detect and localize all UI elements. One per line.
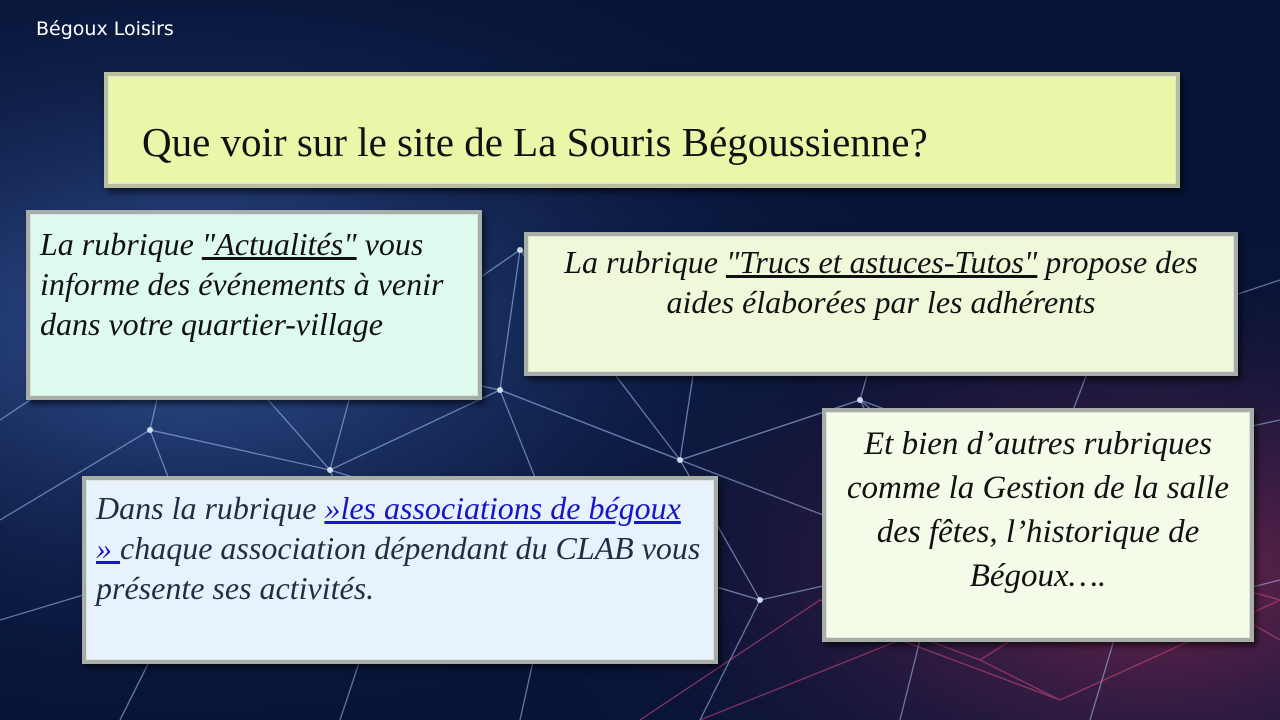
trucs-after: propose des aides élaborées par les adhérents bbox=[666, 244, 1198, 320]
trucs-before: La rubrique bbox=[564, 244, 726, 280]
associations-text bbox=[96, 488, 704, 608]
actualites-after: vous informe des événements à venir dans votre quartier-village bbox=[40, 226, 444, 342]
actualites-text bbox=[40, 224, 468, 344]
associations-link[interactable]: »les associations de bégoux » bbox=[96, 490, 681, 566]
trucs-link[interactable]: "Trucs et astuces-Tutos" bbox=[725, 244, 1038, 280]
actualites-link[interactable]: "Actualités" bbox=[201, 226, 357, 262]
actualites-before: La rubrique bbox=[40, 226, 202, 262]
autres-text: Et bien d’autres rubriques comme la Gestion de la salle des fêtes, l’historique de Bégoux…. bbox=[846, 426, 1230, 594]
page-title: Que voir sur le site de La Souris Bégoussienne? bbox=[142, 119, 928, 165]
trucs-text bbox=[538, 242, 1224, 322]
associations-box bbox=[82, 476, 718, 664]
title-box bbox=[104, 72, 1180, 188]
associations-after: chaque association dépendant du CLAB vous présente ses activités. bbox=[96, 530, 701, 606]
brand-label: Bégoux Loisirs bbox=[36, 18, 174, 40]
actualites-box bbox=[26, 210, 482, 400]
trucs-box bbox=[524, 232, 1238, 376]
autres-box bbox=[822, 408, 1254, 642]
associations-before: Dans la rubrique bbox=[96, 490, 325, 526]
